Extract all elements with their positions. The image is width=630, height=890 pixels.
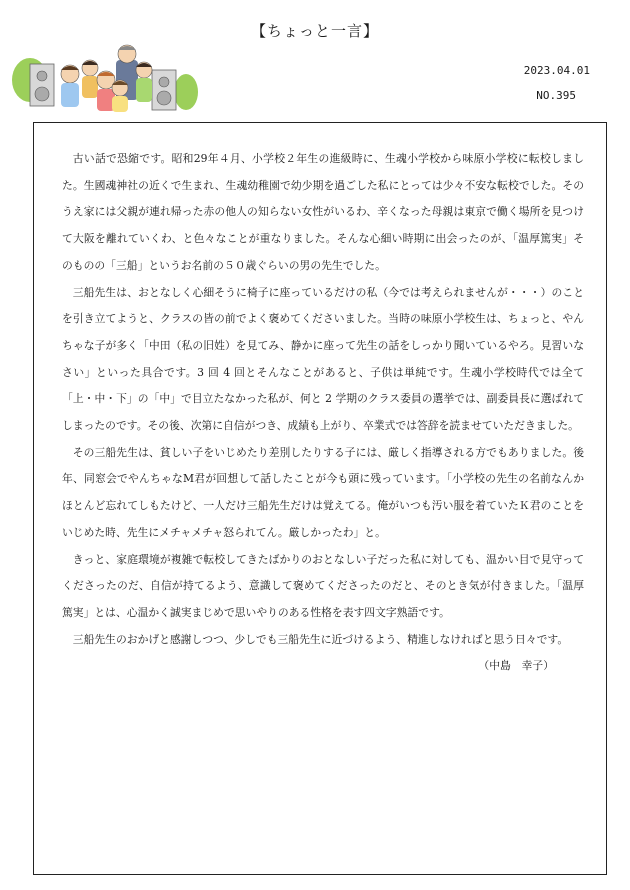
paragraph: その三船先生は、貧しい子をいじめたり差別したりする子には、厳しく指導される方でもありました。後年、同窓会でやんちゃなM君が回想して話したことが今も頭に残っています。「小学校の先生の名前なんかほとんど忘れてしもたけど、一人だけ三船先生だけは覚えてる。俺がいつも汚い服を着ていたＫ君のことをいじめた時、先生にメチャメチャ怒られてん。厳しかったわ」と。: [62, 445, 584, 539]
children-and-teacher-with-speakers-illustration: [8, 40, 198, 116]
page-title: 【ちょっと一言】: [250, 22, 379, 40]
issue-number: NO.395: [536, 89, 576, 102]
article-body: [62, 146, 584, 673]
paragraph: 三船先生は、おとなしく心細そうに椅子に座っているだけの私（今では考えられませんが・・・）のことを引き立てようと、クラスの皆の前でよく褒めてくださいました。当時の味原小学校生は、ちょっと、やんちゃな子が多く「中田（私の旧姓）を見てみ、静かに座って先生の話をしっかり聞いているやろ。見習いなさい」といった具合です。3 回 4 回とそんなことがあると、子供は単純です。生魂小学校時代では全て「上・中・下」の「中」で目立たなかった私が、何と 2 学期のクラス委員の選挙では、副委員長に選ばれてしまったのです。その後、次第に自信がつき、成績も上がり、卒業式では答辞を読ませていただきました。: [62, 285, 584, 433]
paragraph: きっと、家庭環境が複雑で転校してきたばかりのおとなしい子だった私に対しても、温かい目で見守ってくださったのだ、自信が持てるよう、意識して褒めてくださったのだと、そのとき気が付きました。「温厚篤実」とは、心温かく誠実まじめで思いやりのある性格を表す四文字熟語です。: [62, 552, 584, 619]
issue-meta: [470, 58, 590, 108]
author-signature: （中島 幸子）: [478, 659, 554, 673]
paragraph: 古い話で恐縮です。昭和29年４月、小学校２年生の進級時に、生魂小学校から味原小学校に転校しました。生國魂神社の近くで生まれ、生魂幼稚園で幼少期を過ごした私にとっては少々不安な転校でした。そのうえ家には父親が連れ帰った赤の他人の知らない女性がいるわ、辛くなった母親は東京で働く場所を見つけて大阪を離れていくわ、と色々なことが重なりました。そんな心細い時期に出会ったのが、「温厚篤実」そのものの「三船」というお名前の５０歳ぐらいの男の先生でした。: [62, 152, 584, 272]
issue-date: 2023.04.01: [523, 64, 590, 77]
paragraph: 三船先生のおかげと感謝しつつ、少しでも三船先生に近づけるよう、精進しなければと思う日々です。: [72, 632, 569, 646]
